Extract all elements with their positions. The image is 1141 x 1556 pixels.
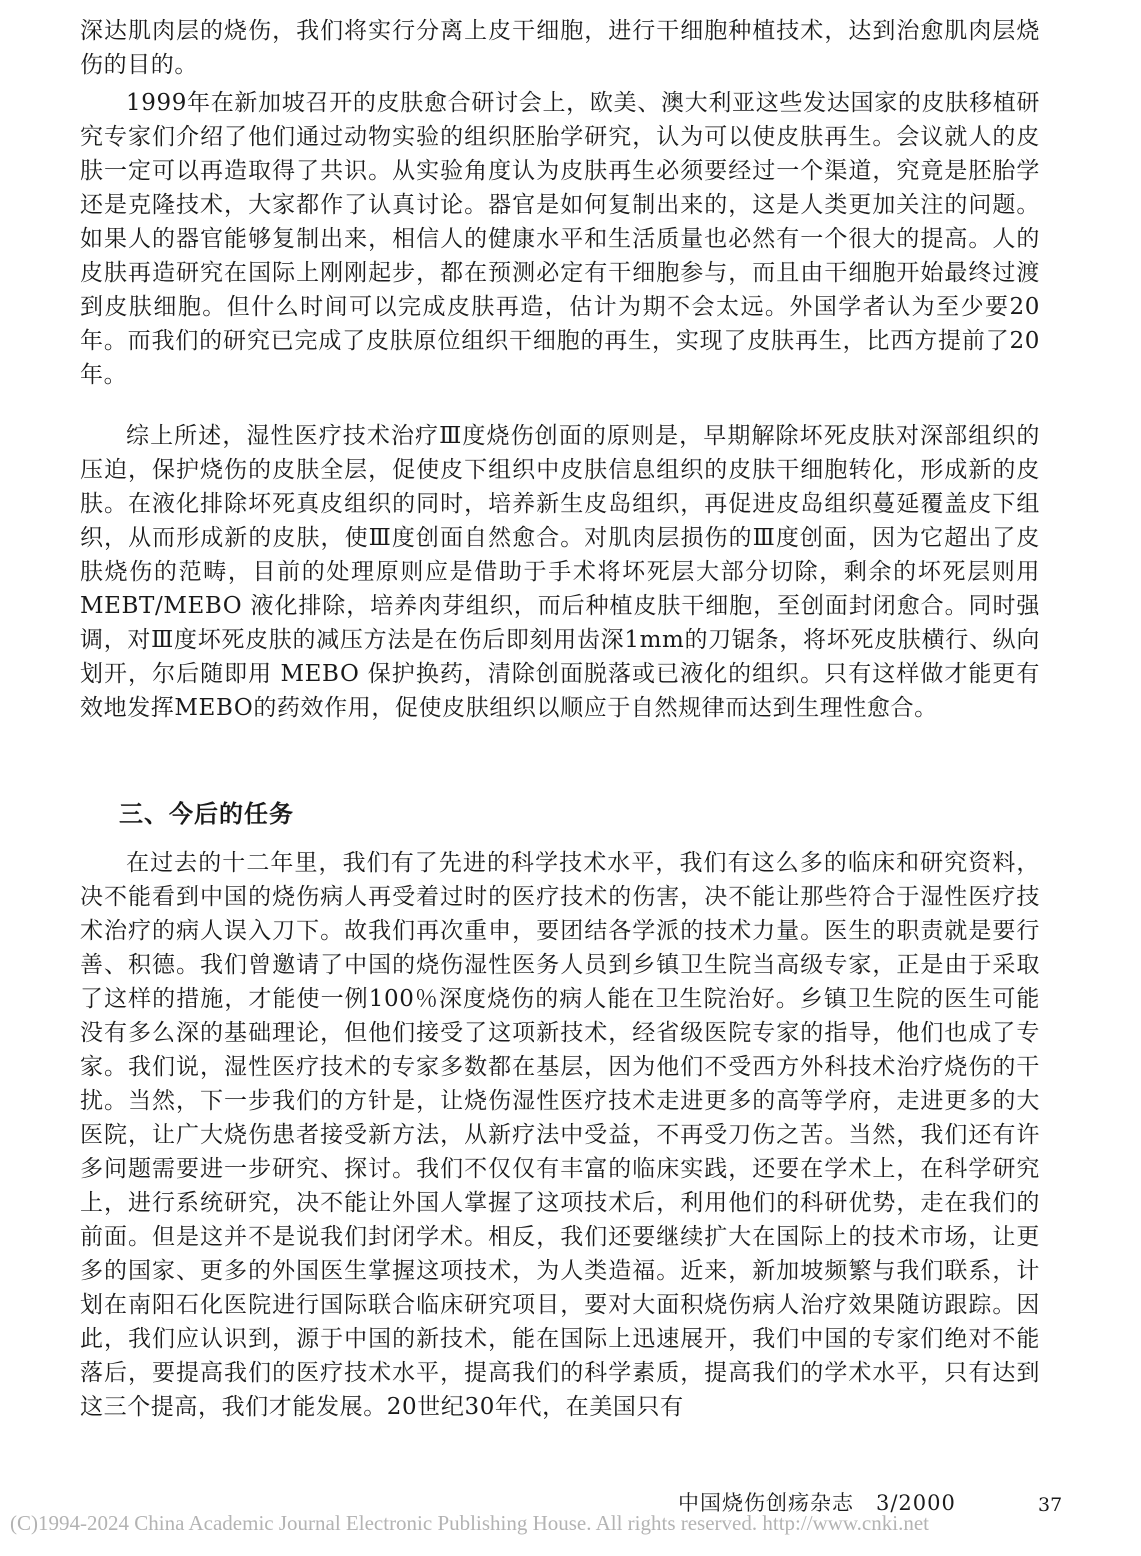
paragraph-1: 深达肌肉层的烧伤，我们将实行分离上皮干细胞，进行干细胞种植技术，达到治愈肌肉层烧伤的目的。 — [80, 18, 1040, 78]
section-heading: 三、今后的任务 — [119, 800, 294, 828]
paragraph-4: 在过去的十二年里，我们有了先进的科学技术水平，我们有这么多的临床和研究资料，决不能看到中国的烧伤病人再受着过时的医疗技术的伤害，决不能让那些符合于湿性医疗技术治疗的病人误入刀下。故我们再次重申，要团结各学派的技术力量。医生的职责就是要行善、积德。我们曾邀请了中国的烧伤湿性医务人员到乡镇卫生院当高级专家，正是由于采取了这样的措施，才能使一例100％深度烧伤的病人能在卫生院治好。乡镇卫生院的医生可能没有多么深的基础理论，但他们接受了这项新技术，经省级医院专家的指导，他们也成了专家。我们说，湿性医疗技术的专家多数都在基层，因为他们不受西方外科技术治疗烧伤的干扰。当然，下一步我们的方针是，让烧伤湿性医疗技术走进更多的高等学府，走进更多的大医院，让广大烧伤患者接受新方法，从新疗法中受益，不再受刀伤之苦。当然，我们还有许多问题需要进一步研究、探讨。我们不仅仅有丰富的临床实践，还要在学术上，在科学研究上，进行系统研究，决不能让外国人掌握了这项技术后，利用他们的科研优势，走在我们的前面。但是这并不是说我们封闭学术。相反，我们还要继续扩大在国际上的技术市场，让更多的国家、更多的外国医生掌握这项技术，为人类造福。近来，新加坡频繁与我们联系，计划在南阳石化医院进行国际联合临床研究项目，要对大面积烧伤病人治疗效果随访跟踪。因此，我们应认识到，源于中国的新技术，能在国际上迅速展开，我们中国的专家们绝对不能落后，要提高我们的医疗技术水平，提高我们的科学素质，提高我们的学术水平，只有达到这三个提高，我们才能发展。20世纪30年代，在美国只有 — [80, 850, 1040, 1420]
paragraph-2: 1999年在新加坡召开的皮肤愈合研讨会上，欧美、澳大利亚这些发达国家的皮肤移植研究专家们介绍了他们通过动物实验的组织胚胎学研究，认为可以使皮肤再生。会议就人的皮肤一定可以再造取得了共识。从实验角度认为皮肤再生必须要经过一个渠道，究竟是胚胎学还是克隆技术，大家都作了认真讨论。器官是如何复制出来的，这是人类更加关注的问题。如果人的器官能够复制出来，相信人的健康水平和生活质量也必然有一个很大的提高。人的皮肤再造研究在国际上刚刚起步，都在预测必定有干细胞参与，而且由干细胞开始最终过渡到皮肤细胞。但什么时间可以完成皮肤再造，估计为期不会太远。外国学者认为至少要20年。而我们的研究已完成了皮肤原位组织干细胞的再生，实现了皮肤再生，比西方提前了20年。 — [80, 90, 1040, 388]
copyright-watermark: (C)1994-2024 China Academic Journal Electronic Publishing House. All rights reserved. http://www.cnki.net — [10, 1511, 929, 1535]
page-number: 37 — [1038, 1494, 1063, 1516]
journal-footer: 中国烧伤创疡杂志 3/2000 — [678, 1491, 956, 1515]
paragraph-3: 综上所述，湿性医疗技术治疗Ⅲ度烧伤创面的原则是，早期解除坏死皮肤对深部组织的压迫，保护烧伤的皮肤全层，促使皮下组织中皮肤信息组织的皮肤干细胞转化，形成新的皮肤。在液化排除坏死真皮组织的同时，培养新生皮岛组织，再促进皮岛组织蔓延覆盖皮下组织，从而形成新的皮肤，使Ⅲ度创面自然愈合。对肌肉层损伤的Ⅲ度创面，因为它超出了皮肤烧伤的范畴，目前的处理原则应是借助于手术将坏死层大部分切除，剩余的坏死层则用 MEBT/MEBO 液化排除，培养肉芽组织，而后种植皮肤干细胞，至创面封闭愈合。同时强调，对Ⅲ度坏死皮肤的减压方法是在伤后即刻用齿深1mm的刀锯条，将坏死皮肤横行、纵向划开，尔后随即用 MEBO 保护换药，清除创面脱落或已液化的组织。只有这样做才能更有效地发挥MEBO的药效作用，促使皮肤组织以顺应于自然规律而达到生理性愈合。 — [80, 423, 1040, 721]
